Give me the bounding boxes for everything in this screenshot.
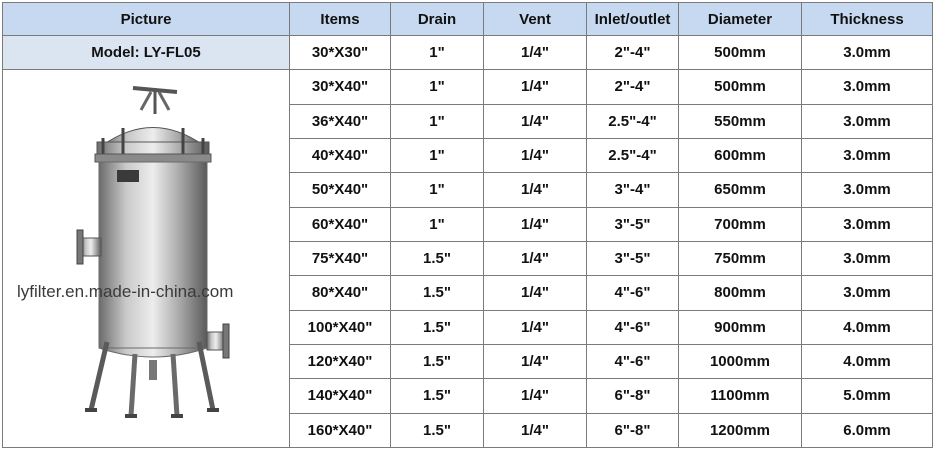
cell-thickness: 3.0mm [802, 241, 933, 275]
cell-vent: 1/4" [484, 344, 587, 378]
cell-vent: 1/4" [484, 36, 587, 70]
cell-diameter: 1100mm [679, 379, 802, 413]
cell-inlet: 4"-6" [587, 276, 679, 310]
cell-drain: 1" [391, 36, 484, 70]
cell-diameter: 550mm [679, 104, 802, 138]
cell-vent: 1/4" [484, 241, 587, 275]
cell-drain: 1" [391, 138, 484, 172]
cell-diameter: 700mm [679, 207, 802, 241]
cell-drain: 1.5" [391, 276, 484, 310]
cell-thickness: 3.0mm [802, 138, 933, 172]
cell-thickness: 3.0mm [802, 173, 933, 207]
cell-inlet: 4"-6" [587, 344, 679, 378]
header-vent: Vent [484, 3, 587, 36]
cell-inlet: 6"-8" [587, 379, 679, 413]
cell-inlet: 3"-5" [587, 207, 679, 241]
header-drain: Drain [391, 3, 484, 36]
cell-inlet: 4"-6" [587, 310, 679, 344]
cell-drain: 1.5" [391, 344, 484, 378]
cell-items: 100*X40" [290, 310, 391, 344]
cell-items: 75*X40" [290, 241, 391, 275]
table-row [3, 70, 933, 104]
cell-inlet: 2.5"-4" [587, 104, 679, 138]
cell-diameter: 900mm [679, 310, 802, 344]
cell-diameter: 750mm [679, 241, 802, 275]
cell-vent: 1/4" [484, 310, 587, 344]
header-diameter: Diameter [679, 3, 802, 36]
cell-drain: 1.5" [391, 310, 484, 344]
table-row [3, 36, 933, 70]
header-inlet-outlet: Inlet/outlet [587, 3, 679, 36]
filter-housing-icon [3, 70, 288, 448]
cell-inlet: 6"-8" [587, 413, 679, 447]
cell-thickness: 4.0mm [802, 310, 933, 344]
cell-items: 140*X40" [290, 379, 391, 413]
spec-table [2, 2, 933, 448]
cell-items: 60*X40" [290, 207, 391, 241]
cell-vent: 1/4" [484, 138, 587, 172]
product-picture-cell [3, 70, 290, 448]
cell-drain: 1" [391, 104, 484, 138]
table-body [3, 36, 933, 448]
cell-vent: 1/4" [484, 379, 587, 413]
cell-items: 40*X40" [290, 138, 391, 172]
cell-drain: 1.5" [391, 241, 484, 275]
cell-vent: 1/4" [484, 104, 587, 138]
cell-items: 30*X30" [290, 36, 391, 70]
cell-diameter: 500mm [679, 36, 802, 70]
cell-diameter: 650mm [679, 173, 802, 207]
cell-vent: 1/4" [484, 70, 587, 104]
cell-diameter: 1200mm [679, 413, 802, 447]
cell-thickness: 3.0mm [802, 104, 933, 138]
cell-items: 160*X40" [290, 413, 391, 447]
cell-thickness: 3.0mm [802, 70, 933, 104]
cell-vent: 1/4" [484, 207, 587, 241]
cell-inlet: 2"-4" [587, 70, 679, 104]
cell-inlet: 3"-4" [587, 173, 679, 207]
cell-thickness: 6.0mm [802, 413, 933, 447]
cell-inlet: 2"-4" [587, 36, 679, 70]
cell-items: 50*X40" [290, 173, 391, 207]
cell-vent: 1/4" [484, 173, 587, 207]
cell-thickness: 4.0mm [802, 344, 933, 378]
cell-drain: 1.5" [391, 413, 484, 447]
cell-diameter: 600mm [679, 138, 802, 172]
header-items: Items [290, 3, 391, 36]
cell-thickness: 5.0mm [802, 379, 933, 413]
cell-drain: 1" [391, 207, 484, 241]
cell-vent: 1/4" [484, 276, 587, 310]
cell-diameter: 800mm [679, 276, 802, 310]
cell-drain: 1.5" [391, 379, 484, 413]
cell-thickness: 3.0mm [802, 36, 933, 70]
cell-inlet: 2.5"-4" [587, 138, 679, 172]
cell-inlet: 3"-5" [587, 241, 679, 275]
header-row [3, 3, 933, 36]
header-thickness: Thickness [802, 3, 933, 36]
model-label: Model: LY-FL05 [3, 36, 290, 70]
cell-items: 80*X40" [290, 276, 391, 310]
cell-drain: 1" [391, 173, 484, 207]
cell-diameter: 1000mm [679, 344, 802, 378]
cell-items: 30*X40" [290, 70, 391, 104]
cell-thickness: 3.0mm [802, 276, 933, 310]
watermark-text: lyfilter.en.made-in-china.com [17, 282, 234, 302]
cell-items: 36*X40" [290, 104, 391, 138]
cell-thickness: 3.0mm [802, 207, 933, 241]
header-picture: Picture [3, 3, 290, 36]
cell-diameter: 500mm [679, 70, 802, 104]
cell-vent: 1/4" [484, 413, 587, 447]
cell-drain: 1" [391, 70, 484, 104]
cell-items: 120*X40" [290, 344, 391, 378]
